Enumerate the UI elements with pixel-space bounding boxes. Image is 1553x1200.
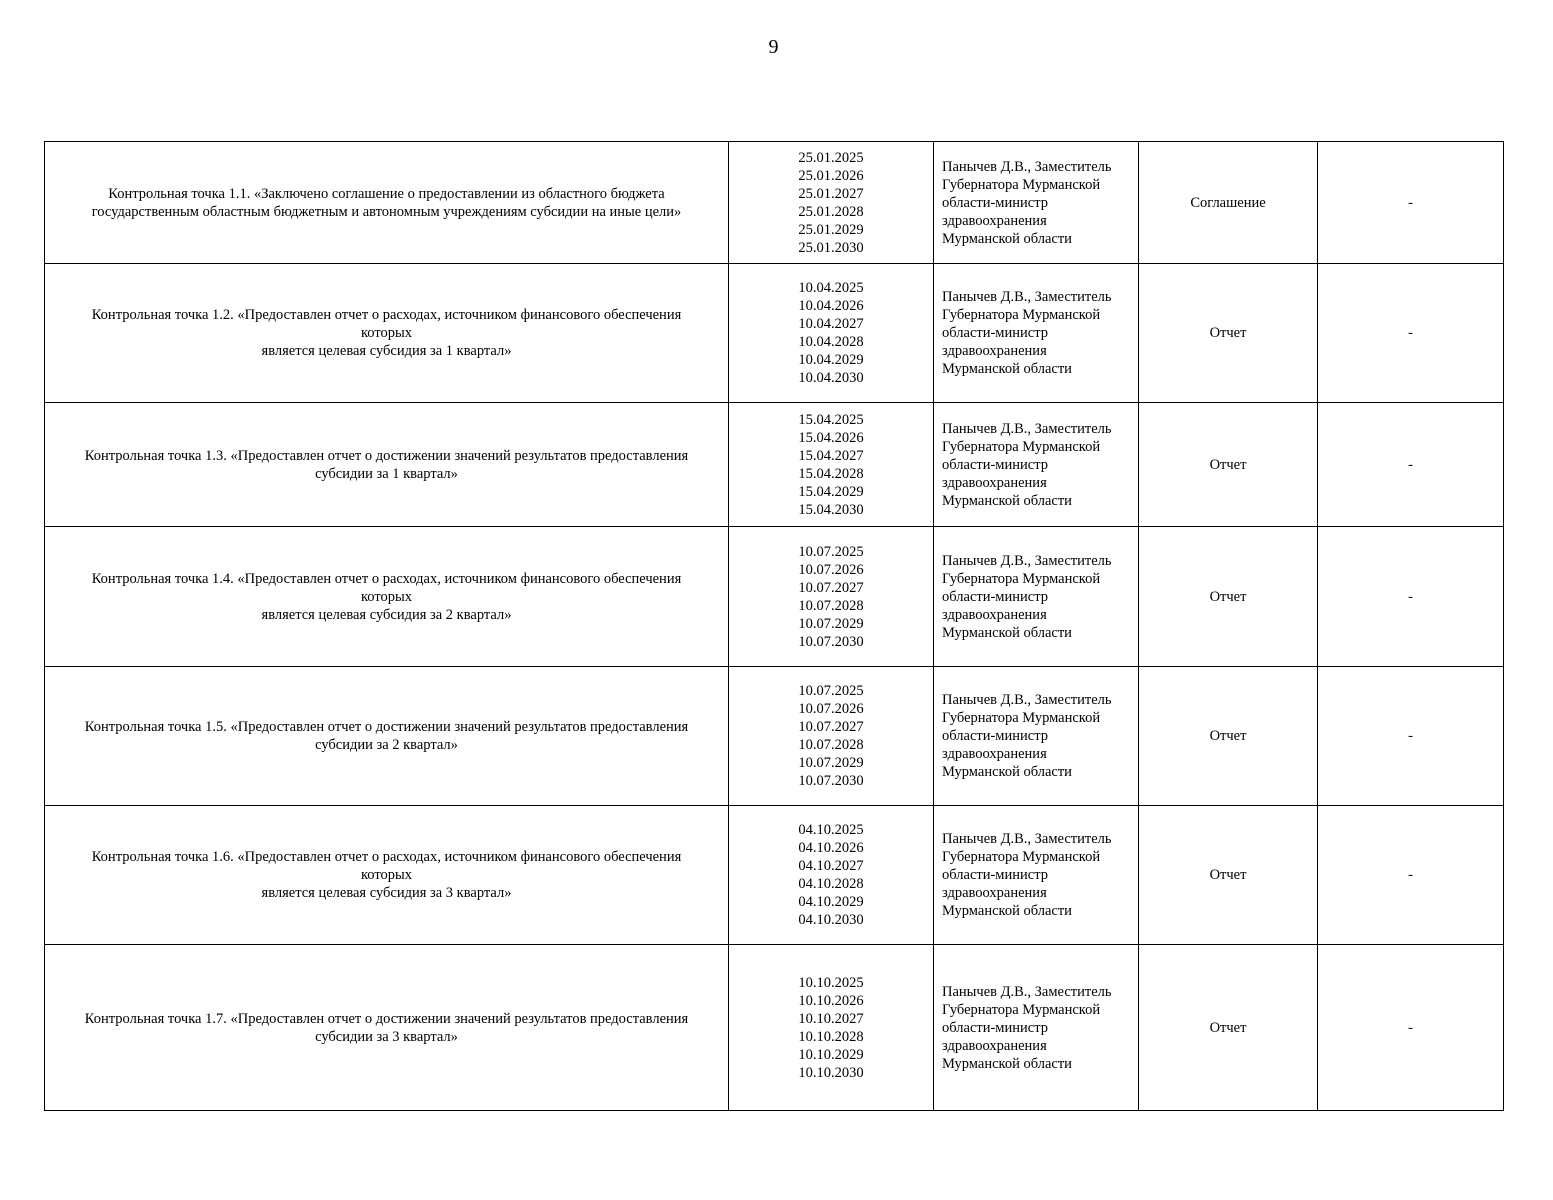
control-point-name-line: является целевая субсидия за 1 квартал» [261, 343, 512, 359]
deadline-date: 10.10.2025 [798, 974, 864, 991]
control-point-name-line: Контрольная точка 1.5. «Предоставлен отчет о достижении значений результатов предоставления [84, 719, 689, 735]
responsible-person-line: Панычев Д.В., Заместитель [942, 552, 1112, 569]
responsible-person-cell [934, 806, 1139, 945]
deadline-date: 04.10.2027 [798, 858, 864, 874]
deadline-date: 10.10.2027 [798, 1010, 864, 1027]
control-point-name-line: которых [360, 325, 412, 341]
control-point-name-cell [45, 667, 729, 806]
note-cell: - [1318, 264, 1504, 403]
control-point-name-line: которых [360, 588, 412, 605]
responsible-person-line: здравоохранения [942, 343, 1047, 359]
responsible-person-line: Мурманской области [942, 903, 1072, 919]
table-row [45, 806, 1504, 945]
deadline-date: 10.04.2028 [798, 334, 864, 350]
control-point-name-cell [45, 945, 729, 1111]
note-cell: - [1318, 142, 1504, 264]
control-point-name-line: субсидии за 3 квартал» [315, 1028, 458, 1045]
responsible-person-cell [934, 264, 1139, 403]
control-point-name-cell [45, 142, 729, 264]
deadline-date: 10.10.2028 [798, 1028, 864, 1045]
deadline-dates-cell [729, 945, 934, 1111]
control-point-name-line: Контрольная точка 1.3. «Предоставлен отчет о достижении значений результатов предоставления [84, 447, 689, 464]
document-type-cell: Отчет [1139, 527, 1318, 667]
responsible-person-line: области-министр [942, 867, 1048, 883]
responsible-person-line: области-министр [942, 325, 1048, 341]
responsible-person-line: Губернатора Мурманской [942, 307, 1101, 323]
responsible-person-cell [934, 142, 1139, 264]
responsible-person-line: Панычев Д.В., Заместитель [942, 289, 1112, 305]
deadline-date: 10.04.2025 [798, 280, 864, 296]
table-row [45, 264, 1504, 403]
deadline-date: 10.07.2025 [798, 683, 864, 699]
responsible-person-line: здравоохранения [942, 212, 1047, 229]
responsible-person-line: Мурманской области [942, 1055, 1072, 1072]
responsible-person-cell [934, 527, 1139, 667]
deadline-date: 25.01.2028 [798, 203, 864, 220]
responsible-person-line: здравоохранения [942, 885, 1047, 901]
deadline-dates-cell [729, 403, 934, 527]
note-cell: - [1318, 667, 1504, 806]
control-point-name-cell [45, 403, 729, 527]
responsible-person-line: Губернатора Мурманской [942, 438, 1101, 455]
responsible-person-line: области-министр [942, 194, 1048, 211]
responsible-person-line: Панычев Д.В., Заместитель [942, 831, 1112, 847]
responsible-person-line: Губернатора Мурманской [942, 1001, 1101, 1018]
control-point-name-cell [45, 264, 729, 403]
deadline-date: 10.07.2029 [798, 755, 864, 771]
responsible-person-line: здравоохранения [942, 746, 1047, 762]
note-cell: - [1318, 945, 1504, 1111]
deadline-date: 25.01.2029 [798, 221, 864, 238]
responsible-person-line: Мурманской области [942, 764, 1072, 780]
responsible-person-line: Губернатора Мурманской [942, 849, 1101, 865]
deadline-dates-cell [729, 667, 934, 806]
note-cell: - [1318, 806, 1504, 945]
deadline-dates-cell [729, 142, 934, 264]
deadline-date: 10.07.2027 [798, 719, 864, 735]
control-point-name-cell [45, 527, 729, 667]
responsible-person-cell [934, 403, 1139, 527]
control-point-name-line: Контрольная точка 1.6. «Предоставлен отчет о расходах, источником финансового обеспечения [91, 849, 682, 865]
control-point-name-line: Контрольная точка 1.4. «Предоставлен отчет о расходах, источником финансового обеспечения [91, 570, 682, 587]
responsible-person-line: Мурманской области [942, 492, 1072, 509]
deadline-date: 10.07.2026 [798, 561, 864, 578]
deadline-date: 25.01.2025 [798, 149, 864, 166]
deadline-date: 10.07.2028 [798, 597, 864, 614]
deadline-date: 15.04.2025 [798, 411, 864, 428]
deadline-date: 10.10.2029 [798, 1046, 864, 1063]
responsible-person-line: Мурманской области [942, 230, 1072, 247]
control-point-name-line: является целевая субсидия за 2 квартал» [261, 606, 512, 623]
page-number: 9 [768, 36, 779, 58]
deadline-date: 10.10.2030 [798, 1064, 864, 1081]
responsible-person-line: Губернатора Мурманской [942, 570, 1101, 587]
control-point-name-line: субсидии за 2 квартал» [315, 737, 458, 753]
control-point-name-line: является целевая субсидия за 3 квартал» [261, 885, 512, 901]
document-type-cell: Отчет [1139, 403, 1318, 527]
control-points-table [44, 141, 1504, 1111]
responsible-person-line: Мурманской области [942, 361, 1072, 377]
document-type-cell: Отчет [1139, 806, 1318, 945]
deadline-date: 10.04.2029 [798, 352, 864, 368]
document-type-cell: Отчет [1139, 945, 1318, 1111]
deadline-date: 10.04.2030 [798, 370, 864, 386]
control-point-name-line: государственным областным бюджетным и автономным учреждениям субсидии на иные цели» [91, 203, 682, 220]
control-point-name-line: субсидии за 1 квартал» [315, 465, 458, 482]
document-type-cell: Отчет [1139, 264, 1318, 403]
deadline-date: 25.01.2026 [798, 167, 864, 184]
table-row [45, 945, 1504, 1111]
responsible-person-cell [934, 945, 1139, 1111]
responsible-person-line: области-министр [942, 728, 1048, 744]
deadline-date: 15.04.2027 [798, 447, 864, 464]
responsible-person-line: области-министр [942, 456, 1048, 473]
table-row [45, 667, 1504, 806]
deadline-date: 10.07.2029 [798, 615, 864, 632]
deadline-date: 15.04.2028 [798, 465, 864, 482]
deadline-date: 04.10.2030 [798, 912, 864, 928]
deadline-date: 10.04.2026 [798, 298, 864, 314]
deadline-date: 25.01.2027 [798, 185, 864, 202]
deadline-dates-cell [729, 264, 934, 403]
control-point-name-cell [45, 806, 729, 945]
deadline-date: 10.07.2026 [798, 701, 864, 717]
responsible-person-line: Панычев Д.В., Заместитель [942, 983, 1112, 1000]
responsible-person-line: Губернатора Мурманской [942, 710, 1101, 726]
deadline-date: 04.10.2026 [798, 840, 864, 856]
deadline-dates-cell [729, 806, 934, 945]
document-type-cell: Отчет [1139, 667, 1318, 806]
deadline-date: 04.10.2028 [798, 876, 864, 892]
responsible-person-line: здравоохранения [942, 474, 1047, 491]
table-body [45, 142, 1504, 1111]
deadline-date: 10.07.2028 [798, 737, 864, 753]
note-cell: - [1318, 527, 1504, 667]
control-point-name-line: которых [360, 867, 412, 883]
deadline-date: 10.04.2027 [798, 316, 864, 332]
table-row [45, 142, 1504, 264]
control-point-name-line: Контрольная точка 1.2. «Предоставлен отчет о расходах, источником финансового обеспечения [91, 307, 682, 323]
deadline-dates-cell [729, 527, 934, 667]
control-point-name-line: Контрольная точка 1.1. «Заключено соглашение о предоставлении из областного бюджета [108, 185, 665, 202]
deadline-date: 04.10.2029 [798, 894, 864, 910]
deadline-date: 15.04.2029 [798, 483, 864, 500]
responsible-person-line: здравоохранения [942, 1037, 1047, 1054]
responsible-person-line: Панычев Д.В., Заместитель [942, 420, 1112, 437]
responsible-person-line: Мурманской области [942, 624, 1072, 641]
responsible-person-line: Панычев Д.В., Заместитель [942, 692, 1112, 708]
responsible-person-line: здравоохранения [942, 606, 1047, 623]
deadline-date: 10.07.2030 [798, 633, 864, 650]
deadline-date: 15.04.2030 [798, 501, 864, 518]
note-cell: - [1318, 403, 1504, 527]
responsible-person-line: области-министр [942, 588, 1048, 605]
control-point-name-line: Контрольная точка 1.7. «Предоставлен отчет о достижении значений результатов предоставления [84, 1010, 689, 1027]
table-row [45, 527, 1504, 667]
responsible-person-line: Панычев Д.В., Заместитель [942, 158, 1112, 175]
deadline-date: 25.01.2030 [798, 239, 864, 256]
table-row [45, 403, 1504, 527]
deadline-date: 15.04.2026 [798, 429, 864, 446]
deadline-date: 10.07.2027 [798, 579, 864, 596]
deadline-date: 10.07.2030 [798, 773, 864, 789]
deadline-date: 10.10.2026 [798, 992, 864, 1009]
responsible-person-cell [934, 667, 1139, 806]
deadline-date: 04.10.2025 [798, 822, 864, 838]
responsible-person-line: Губернатора Мурманской [942, 176, 1101, 193]
document-type-cell: Соглашение [1139, 142, 1318, 264]
responsible-person-line: области-министр [942, 1019, 1048, 1036]
deadline-date: 10.07.2025 [798, 543, 864, 560]
